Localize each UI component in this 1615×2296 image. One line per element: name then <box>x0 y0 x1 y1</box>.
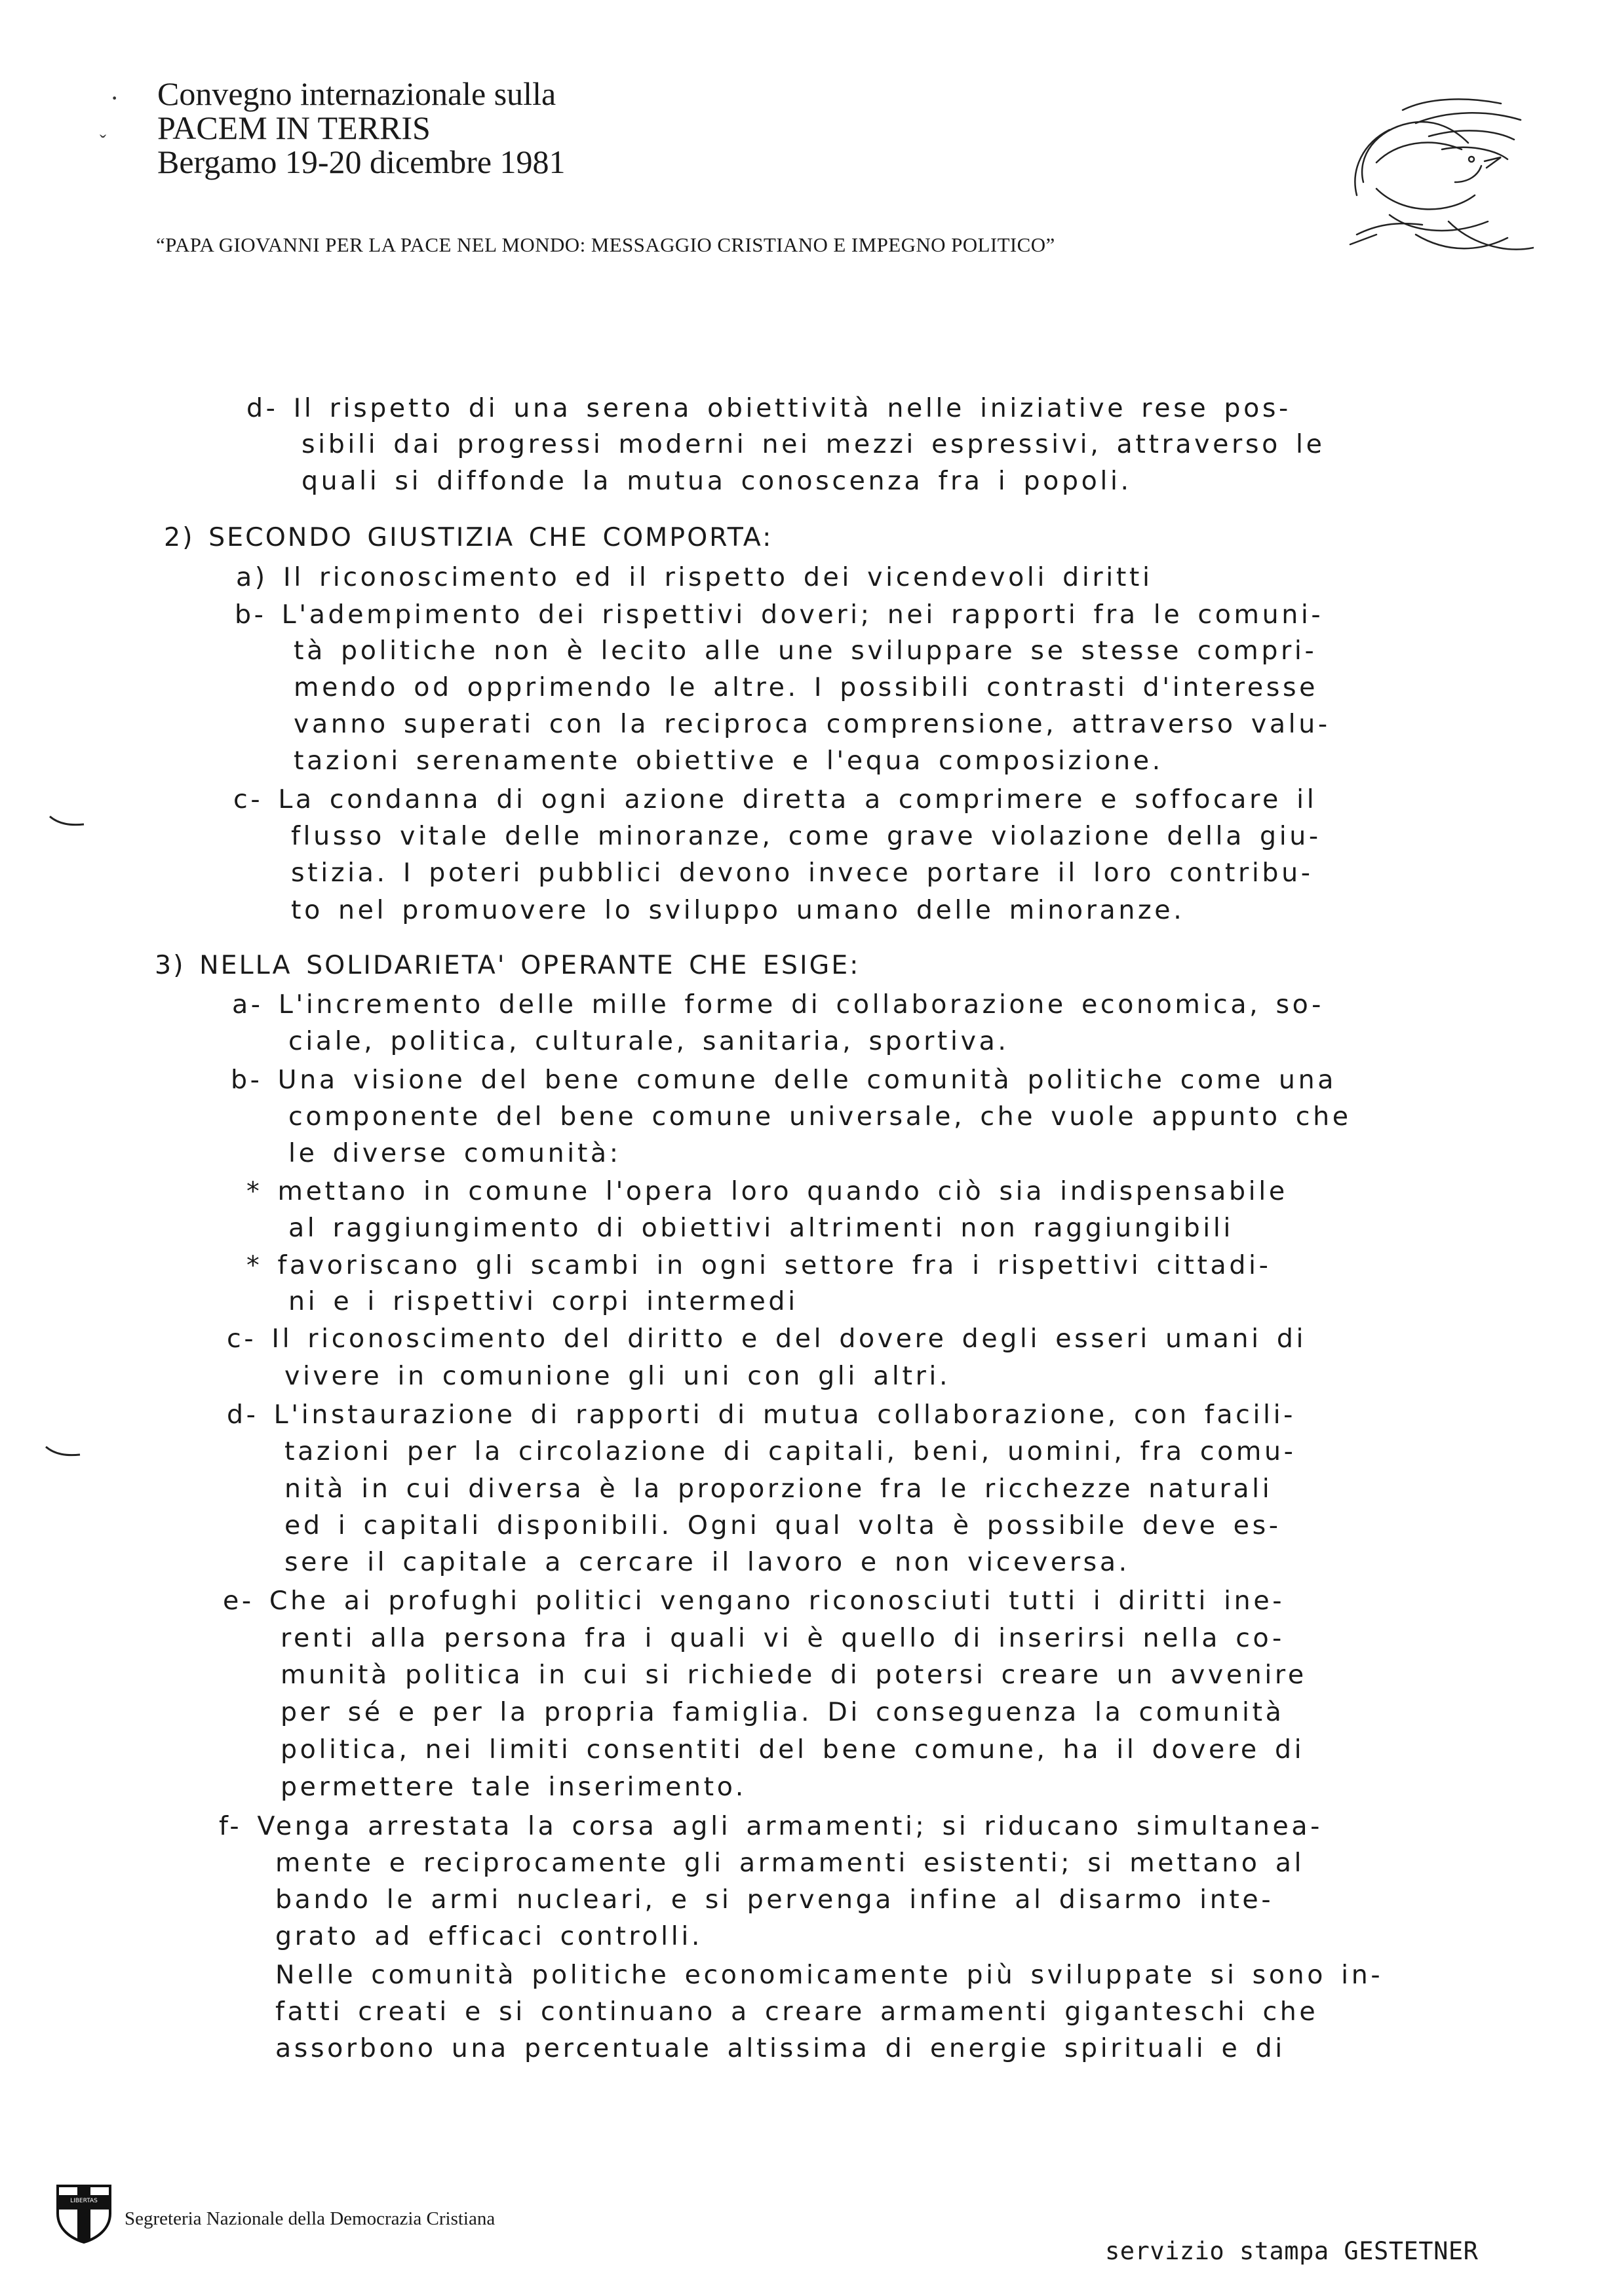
shield-cross-icon <box>54 2183 114 2244</box>
conference-name: PACEM IN TERRIS <box>157 109 431 146</box>
organization-name: Segreteria Nazionale della Democrazia Cristiana <box>125 2208 496 2229</box>
text-line: b- Una visione del bene comune delle comunità politiche come una <box>231 1065 1337 1095</box>
text-line: assorbono una percentuale altissima di energie spirituali e di <box>275 2033 1285 2063</box>
text-line: bando le armi nucleari, e si pervenga infine al disarmo inte- <box>275 1885 1274 1915</box>
text-line: c- La condanna di ogni azione diretta a comprimere e soffocare il <box>233 784 1317 814</box>
text-line: politica, nei limiti consentiti del bene comune, ha il dovere di <box>281 1734 1305 1765</box>
margin-mark: ˇ <box>100 131 106 153</box>
text-line: munità politica in cui si richiede di potersi creare un avvenire <box>281 1660 1307 1690</box>
text-line: c- Il riconoscimento del diritto e del dovere degli esseri umani di <box>227 1324 1307 1354</box>
conference-date: Bergamo 19-20 dicembre 1981 <box>157 144 566 180</box>
text-line: ni e i rispettivi corpi intermedi <box>288 1286 798 1316</box>
dove-icon <box>1337 84 1534 267</box>
text-line: vivere in comunione gli uni con gli altri. <box>284 1361 951 1391</box>
print-service-label: servizio stampa GESTETNER <box>1105 2237 1479 2265</box>
text-line: a- L'incremento delle mille forme di collaborazione economica, so- <box>232 989 1324 1020</box>
text-line: mente e reciprocamente gli armamenti esistenti; si mettano al <box>275 1848 1305 1878</box>
text-line: le diverse comunità: <box>288 1138 621 1168</box>
text-line: nità in cui diversa è la proporzione fra le ricchezze naturali <box>284 1474 1273 1504</box>
text-line: stizia. I poteri pubblici devono invece portare il loro contribu- <box>291 858 1313 888</box>
text-line: a) Il riconoscimento ed il rispetto dei vicendevoli diritti <box>236 562 1153 592</box>
text-line: d- L'instaurazione di rapporti di mutua collaborazione, con facili- <box>227 1400 1296 1430</box>
text-line: sibili dai progressi moderni nei mezzi espressivi, attraverso le <box>302 429 1325 459</box>
margin-dot: · <box>110 83 119 113</box>
text-line: flusso vitale delle minoranze, come grave violazione della giu- <box>291 821 1321 851</box>
text-line: componente del bene comune universale, che vuole appunto che <box>288 1101 1352 1132</box>
text-line: Nelle comunità politiche economicamente più sviluppate si sono in- <box>275 1960 1384 1990</box>
text-line: al raggiungimento di obiettivi altrimenti non raggiungibili <box>288 1213 1234 1243</box>
text-line: d- Il rispetto di una serena obiettività nelle iniziative rese pos- <box>246 393 1291 423</box>
margin-tick-mark <box>43 1443 83 1460</box>
text-line: * mettano in comune l'opera loro quando ciò sia indispensabile <box>246 1176 1288 1206</box>
text-line: tà politiche non è lecito alle une sviluppare se stesse compri- <box>294 636 1317 666</box>
text-line: e- Che ai profughi politici vengano riconosciuti tutti i diritti ine- <box>223 1586 1285 1616</box>
text-line: ciale, politica, culturale, sanitaria, sportiva. <box>288 1026 1009 1056</box>
text-line: ed i capitali disponibili. Ogni qual volta è possibile deve es- <box>284 1510 1281 1540</box>
text-line: per sé e per la propria famiglia. Di conseguenza la comunità <box>281 1697 1285 1727</box>
text-line: permettere tale inserimento. <box>281 1772 747 1802</box>
text-line: fatti creati e si continuano a creare armamenti giganteschi che <box>275 1997 1319 2027</box>
text-line: renti alla persona fra i quali vi è quello di inserirsi nella co- <box>281 1623 1285 1653</box>
conference-header <box>157 77 566 180</box>
conference-subtitle: “PAPA GIOVANNI PER LA PACE NEL MONDO: MESSAGGIO CRISTIANO E IMPEGNO POLITICO” <box>156 233 1055 256</box>
text-line: to nel promuovere lo sviluppo umano delle minoranze. <box>291 895 1185 925</box>
section-heading: 3) NELLA SOLIDARIETA' OPERANTE CHE ESIGE: <box>155 950 861 980</box>
text-line: * favoriscano gli scambi in ogni settore fra i rispettivi cittadi- <box>246 1250 1272 1280</box>
section-heading: 2) SECONDO GIUSTIZIA CHE COMPORTA: <box>164 522 773 552</box>
text-line: tazioni serenamente obiettive e l'equa composizione. <box>294 746 1163 776</box>
text-line: vanno superati con la reciproca comprensione, attraverso valu- <box>294 709 1331 739</box>
text-line: sere il capitale a cercare il lavoro e non viceversa. <box>284 1547 1130 1577</box>
svg-text:LIBERTAS: LIBERTAS <box>70 2198 98 2204</box>
text-line: tazioni per la circolazione di capitali, beni, uomini, fra comu- <box>284 1436 1296 1466</box>
text-line: b- L'adempimento dei rispettivi doveri; nei rapporti fra le comuni- <box>235 600 1324 630</box>
text-line: mendo od opprimendo le altre. I possibili contrasti d'interesse <box>294 672 1319 702</box>
margin-tick-mark <box>47 813 87 830</box>
text-line: grato ad efficaci controlli. <box>275 1921 703 1951</box>
conference-title-line: Convegno internazionale sulla <box>157 75 556 112</box>
text-line: quali si diffonde la mutua conoscenza fra i popoli. <box>302 466 1132 496</box>
text-line: f- Venga arrestata la corsa agli armamenti; si riducano simultanea- <box>219 1811 1323 1841</box>
